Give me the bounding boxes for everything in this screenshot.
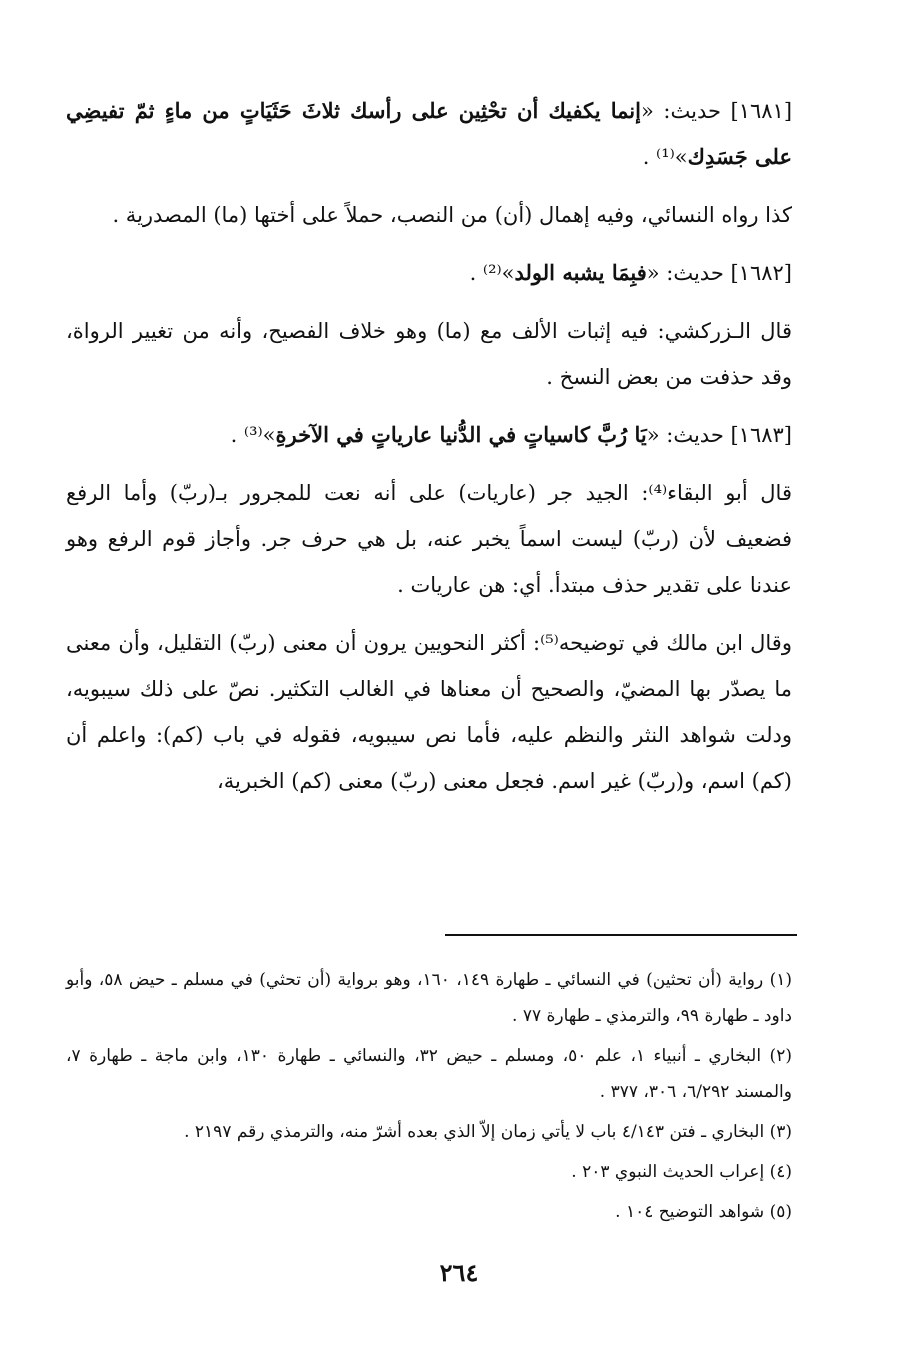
commentary-paragraph-3: قال أبو البقاء⁽⁴⁾: الجيد جر (عاريات) على أنه نعت للمجرور بـ(ربّ) وأما الرفع فضعيف لأن (ربّ) ليست اسماً يخبر عنه، بل هي حرف جر. وأجاز قوم الرفع وهو عندنا على تقدير حذف مبتدأ. أي: هن عاريات . xyxy=(66,481,792,597)
hadith-entry-1681 xyxy=(66,88,792,180)
hadith-text: يَا رُبَّ كاسياتٍ في الدُّنيا عارياتٍ في الآخرةِ xyxy=(275,422,647,447)
commentary-paragraph-2: قال الـزركشي: فيه إثبات الألف مع (ما) وهو خلاف الفصيح، وأنه من تغيير الرواة، وقد حذفت من بعض النسخ . xyxy=(66,319,792,389)
hadith-entry-1683 xyxy=(66,412,792,458)
main-text xyxy=(66,88,792,816)
hadith-text: إنما يكفيك أن تحْثِين على رأسك ثلاثَ حَثَيَاتٍ من ماءٍ ثمّ تفيضِي على جَسَدِك xyxy=(66,98,792,169)
entry-label: [١٦٨٣] حديث: « xyxy=(646,423,792,447)
footnotes xyxy=(66,962,792,1234)
footnote-3: (٣) البخاري ـ فتن ٤/١٤٣ باب لا يأتي زمان إلاّ الذي بعده أشرّ منه، والترمذي رقم ٢١٩٧ . xyxy=(184,1122,792,1142)
entry-label: [١٦٨١] حديث: « xyxy=(641,99,793,123)
entry-tail: »⁽¹⁾ . xyxy=(642,145,688,169)
footnote-4: (٤) إعراب الحديث النبوي ٢٠٣ . xyxy=(571,1162,792,1182)
hadith-text: فبِمَا يشبه الولد xyxy=(514,260,647,285)
commentary-paragraph-4: وقال ابن مالك في توضيحه⁽⁵⁾: أكثر النحويين يرون أن معنى (ربّ) التقليل، وأن معنى ما يصدّر بها المضيّ، والصحيح أن معناها في الغالب التكثير. نصّ على ذلك سيبويه، ودلت شواهد النثر والنظم عليه، فأما نص سيبويه، فقوله في باب (كم): واعلم أن (كم) اسم، و(ربّ) غير اسم. فجعل معنى (ربّ) معنى (كم) الخبرية، xyxy=(66,631,792,793)
footnote-2: (٢) البخاري ـ أنبياء ١، علم ٥٠، ومسلم ـ حيض ٣٢، والنسائي ـ طهارة ١٣٠، وابن ماجة ـ طهارة ٧، والمسند ٦/٢٩٢، ٣٠٦، ٣٧٧ . xyxy=(66,1046,792,1102)
page-number: ٢٦٤ xyxy=(439,1258,479,1287)
commentary-paragraph-1: كذا رواه النسائي، وفيه إهمال (أن) من النصب، حملاً على أختها (ما) المصدرية . xyxy=(112,203,792,227)
entry-tail: »⁽²⁾ . xyxy=(469,261,515,285)
hadith-entry-1682 xyxy=(66,250,792,296)
entry-label: [١٦٨٢] حديث: « xyxy=(646,261,792,285)
footnote-separator xyxy=(445,934,797,936)
entry-tail: »⁽³⁾ . xyxy=(230,423,276,447)
footnote-1: (١) رواية (أن تحثين) في النسائي ـ طهارة ١٤٩، ١٦٠، وهو برواية (أن تحثي) في مسلم ـ حيض ٥٨، وأبو داود ـ طهارة ٩٩، والترمذي ـ طهارة ٧٧ . xyxy=(66,970,792,1026)
footnote-5: (٥) شواهد التوضيح ١٠٤ . xyxy=(615,1202,792,1222)
